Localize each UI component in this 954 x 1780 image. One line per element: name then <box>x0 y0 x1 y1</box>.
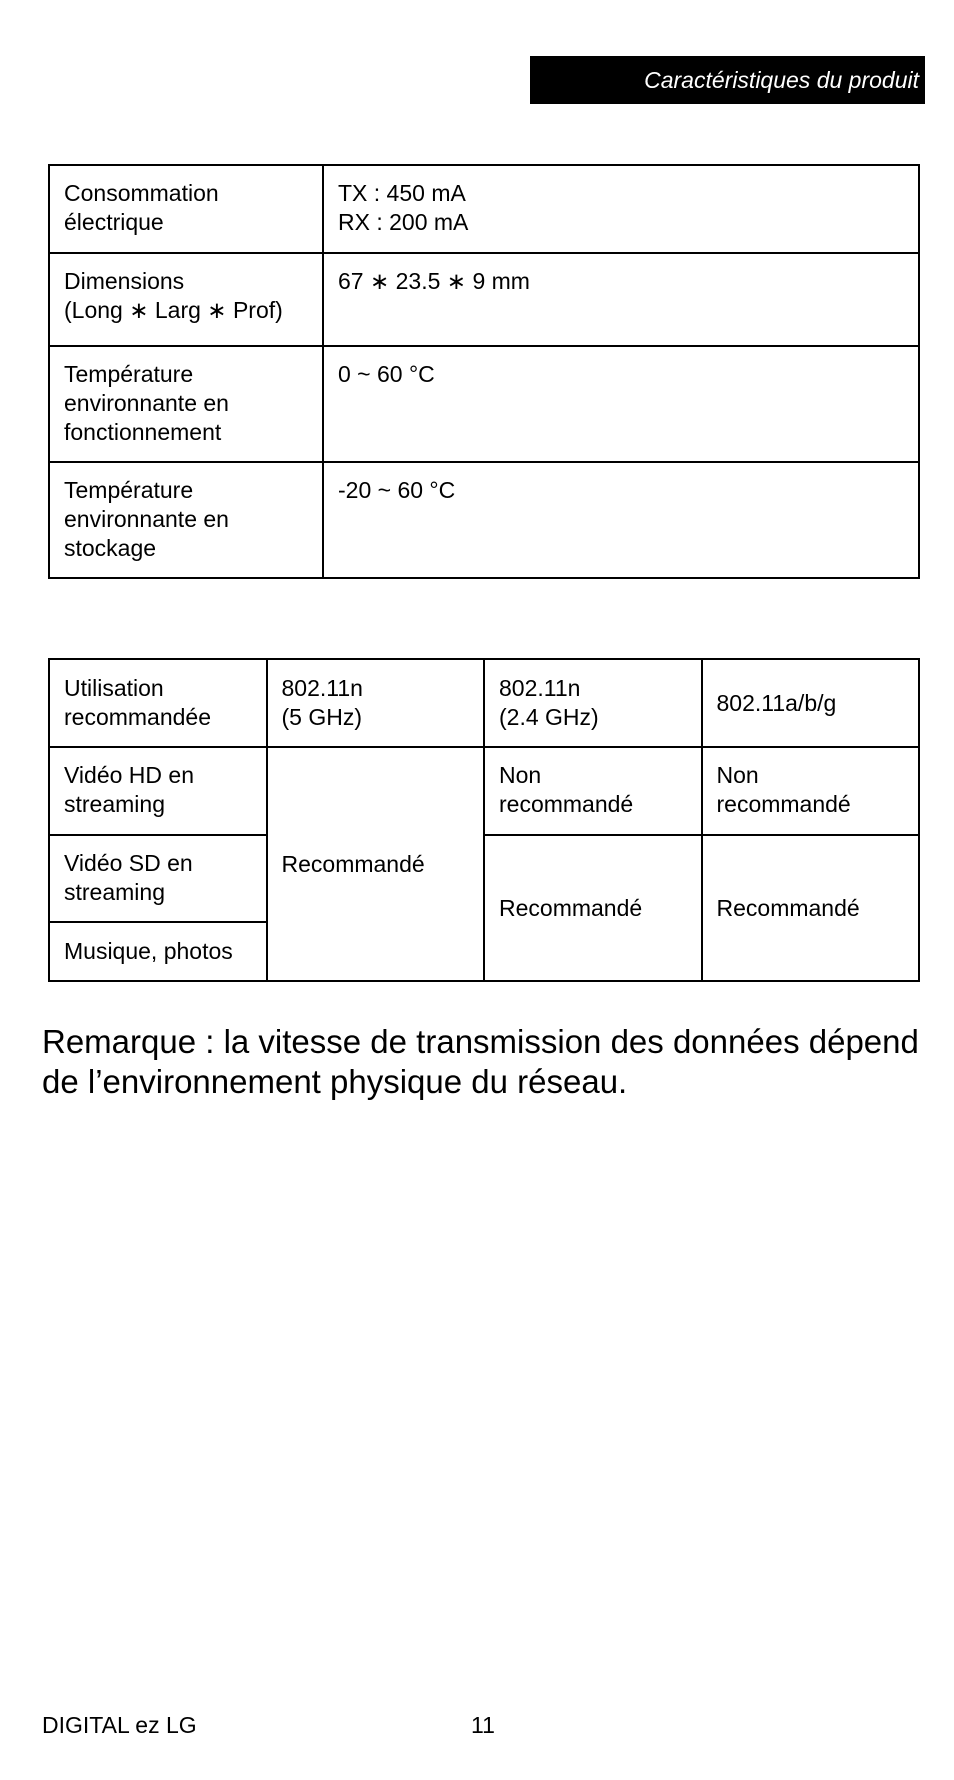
spec-value: 0 ~ 60 °C <box>323 346 919 462</box>
usage-header-cell: Utilisation recommandée <box>49 659 267 747</box>
table-row <box>49 253 919 346</box>
spec-label: Consommation électrique <box>49 165 323 253</box>
usage-cell: Recommandé <box>702 835 920 981</box>
table-row <box>49 462 919 578</box>
spec-label: Dimensions (Long ∗ Larg ∗ Prof) <box>49 253 323 346</box>
usage-table <box>48 658 920 982</box>
usage-cell: Recommandé <box>484 835 702 981</box>
footer-brand: DIGITAL ez LG <box>42 1712 197 1738</box>
table-row <box>49 165 919 253</box>
usage-cell: Non recommandé <box>484 747 702 835</box>
section-title: Caractéristiques du produit <box>644 66 919 93</box>
note-text: Remarque : la vitesse de transmission des données dépend de l’environnement physique du réseau. <box>42 1023 919 1100</box>
usage-header-cell: 802.11a/b/g <box>702 659 920 747</box>
section-title-bar <box>530 56 925 104</box>
spec-value: 67 ∗ 23.5 ∗ 9 mm <box>323 253 919 346</box>
page-number: 11 <box>471 1712 495 1738</box>
usage-row-label: Vidéo SD en streaming <box>49 835 267 922</box>
specs-table <box>48 164 920 579</box>
usage-header-cell: 802.11n (2.4 GHz) <box>484 659 702 747</box>
usage-row-label: Musique, photos <box>49 922 267 981</box>
usage-cell: Recommandé <box>267 747 485 981</box>
spec-value: TX : 450 mA RX : 200 mA <box>323 165 919 253</box>
spec-label: Température environnante en stockage <box>49 462 323 578</box>
usage-cell: Non recommandé <box>702 747 920 835</box>
table-row <box>49 346 919 462</box>
spec-value: -20 ~ 60 °C <box>323 462 919 578</box>
table-row <box>49 747 919 835</box>
spec-label: Température environnante en fonctionnement <box>49 346 323 462</box>
usage-header-cell: 802.11n (5 GHz) <box>267 659 485 747</box>
usage-row-label: Vidéo HD en streaming <box>49 747 267 835</box>
table-row <box>49 835 919 922</box>
table-header-row <box>49 659 919 747</box>
